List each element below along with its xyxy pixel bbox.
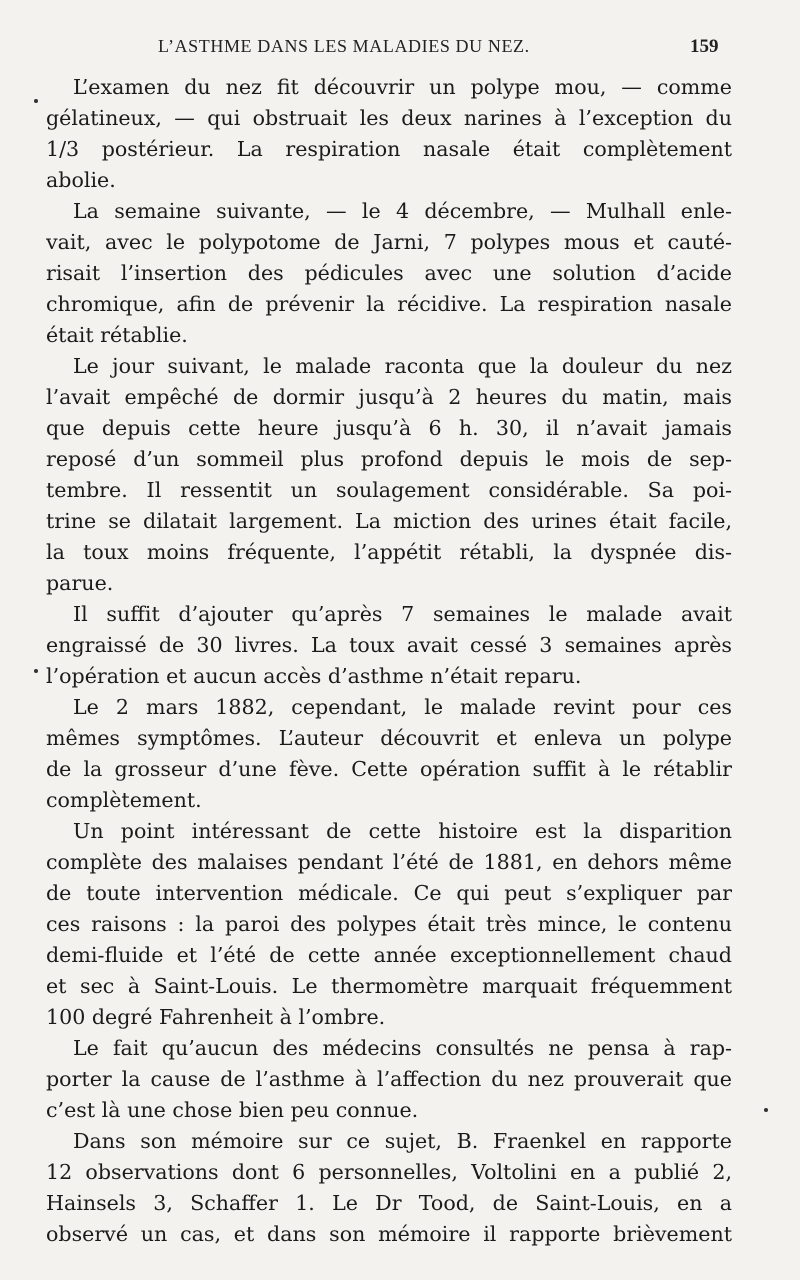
- text-line: que depuis cette heure jusqu’à 6 h. 30, il n’avait jamais: [46, 416, 732, 440]
- text-line: et sec à Saint-Louis. Le thermomètre marquait fréquemment: [46, 974, 732, 998]
- text-line: 12 observations dont 6 personnelles, Voltolini en a publié 2,: [46, 1160, 732, 1184]
- text-line: l’avait empêché de dormir jusqu’à 2 heures du matin, mais: [46, 385, 732, 409]
- page-number: 159: [690, 36, 719, 57]
- text-line: engraissé de 30 livres. La toux avait cessé 3 semaines après: [46, 633, 732, 657]
- text-line: porter la cause de l’asthme à l’affection du nez prouverait que: [46, 1067, 732, 1091]
- text-line: 1/3 postérieur. La respiration nasale était complètement: [46, 137, 732, 161]
- text-line: Le 2 mars 1882, cependant, le malade revint pour ces: [73, 695, 732, 719]
- text-line: ces raisons : la paroi des polypes était très mince, le contenu: [46, 912, 732, 936]
- text-line: risait l’insertion des pédicules avec une solution d’acide: [46, 261, 732, 285]
- text-line: Le fait qu’aucun des médecins consultés ne pensa à rap-: [73, 1036, 732, 1060]
- text-line: reposé d’un sommeil plus profond depuis le mois de sep-: [46, 447, 732, 471]
- ink-speck: [34, 99, 38, 103]
- body-text: [46, 72, 732, 1250]
- text-line: de la grosseur d’une fève. Cette opération suffit à le rétablir: [46, 757, 732, 781]
- running-title: L’ASTHME DANS LES MALADIES DU NEZ.: [158, 36, 530, 56]
- running-head: [0, 36, 800, 60]
- text-line: trine se dilatait largement. La miction des urines était facile,: [46, 509, 732, 533]
- text-line: Hainsels 3, Schaffer 1. Le Dr Tood, de Saint-Louis, en a: [46, 1191, 732, 1215]
- text-line: Un point intéressant de cette histoire est la disparition: [73, 819, 732, 843]
- text-line: complètement.: [46, 788, 202, 812]
- text-line: tembre. Il ressentit un soulagement considérable. Sa poi-: [46, 478, 732, 502]
- text-line: parue.: [46, 571, 114, 595]
- text-line: L’examen du nez fit découvrir un polype mou, — comme: [73, 75, 732, 99]
- text-line: Le jour suivant, le malade raconta que la douleur du nez: [73, 354, 732, 378]
- text-line: observé un cas, et dans son mémoire il rapporte brièvement: [46, 1222, 732, 1246]
- text-line: abolie.: [46, 168, 116, 192]
- text-line: mêmes symptômes. L’auteur découvrit et enleva un polype: [46, 726, 732, 750]
- text-line: Dans son mémoire sur ce sujet, B. Fraenkel en rapporte: [73, 1129, 732, 1153]
- ink-speck: [764, 1108, 768, 1112]
- text-line: vait, avec le polypotome de Jarni, 7 polypes mous et cauté-: [46, 230, 732, 254]
- text-line: c’est là une chose bien peu connue.: [46, 1098, 419, 1122]
- text-line: Il suffit d’ajouter qu’après 7 semaines le malade avait: [73, 602, 732, 626]
- text-line: La semaine suivante, — le 4 décembre, — Mulhall enle-: [73, 199, 732, 223]
- text-line: de toute intervention médicale. Ce qui peut s’expliquer par: [46, 881, 732, 905]
- text-line: l’opération et aucun accès d’asthme n’était reparu.: [46, 664, 582, 688]
- ink-speck: [34, 669, 38, 673]
- text-line: était rétablie.: [46, 323, 188, 347]
- text-line: demi-fluide et l’été de cette année exceptionnellement chaud: [46, 943, 732, 967]
- text-line: chromique, afin de prévenir la récidive. La respiration nasale: [46, 292, 732, 316]
- text-line: gélatineux, — qui obstruait les deux narines à l’exception du: [46, 106, 732, 130]
- text-line: la toux moins fréquente, l’appétit rétabli, la dyspnée dis-: [46, 540, 732, 564]
- text-line: complète des malaises pendant l’été de 1881, en dehors même: [46, 850, 732, 874]
- text-line: 100 degré Fahrenheit à l’ombre.: [46, 1005, 386, 1029]
